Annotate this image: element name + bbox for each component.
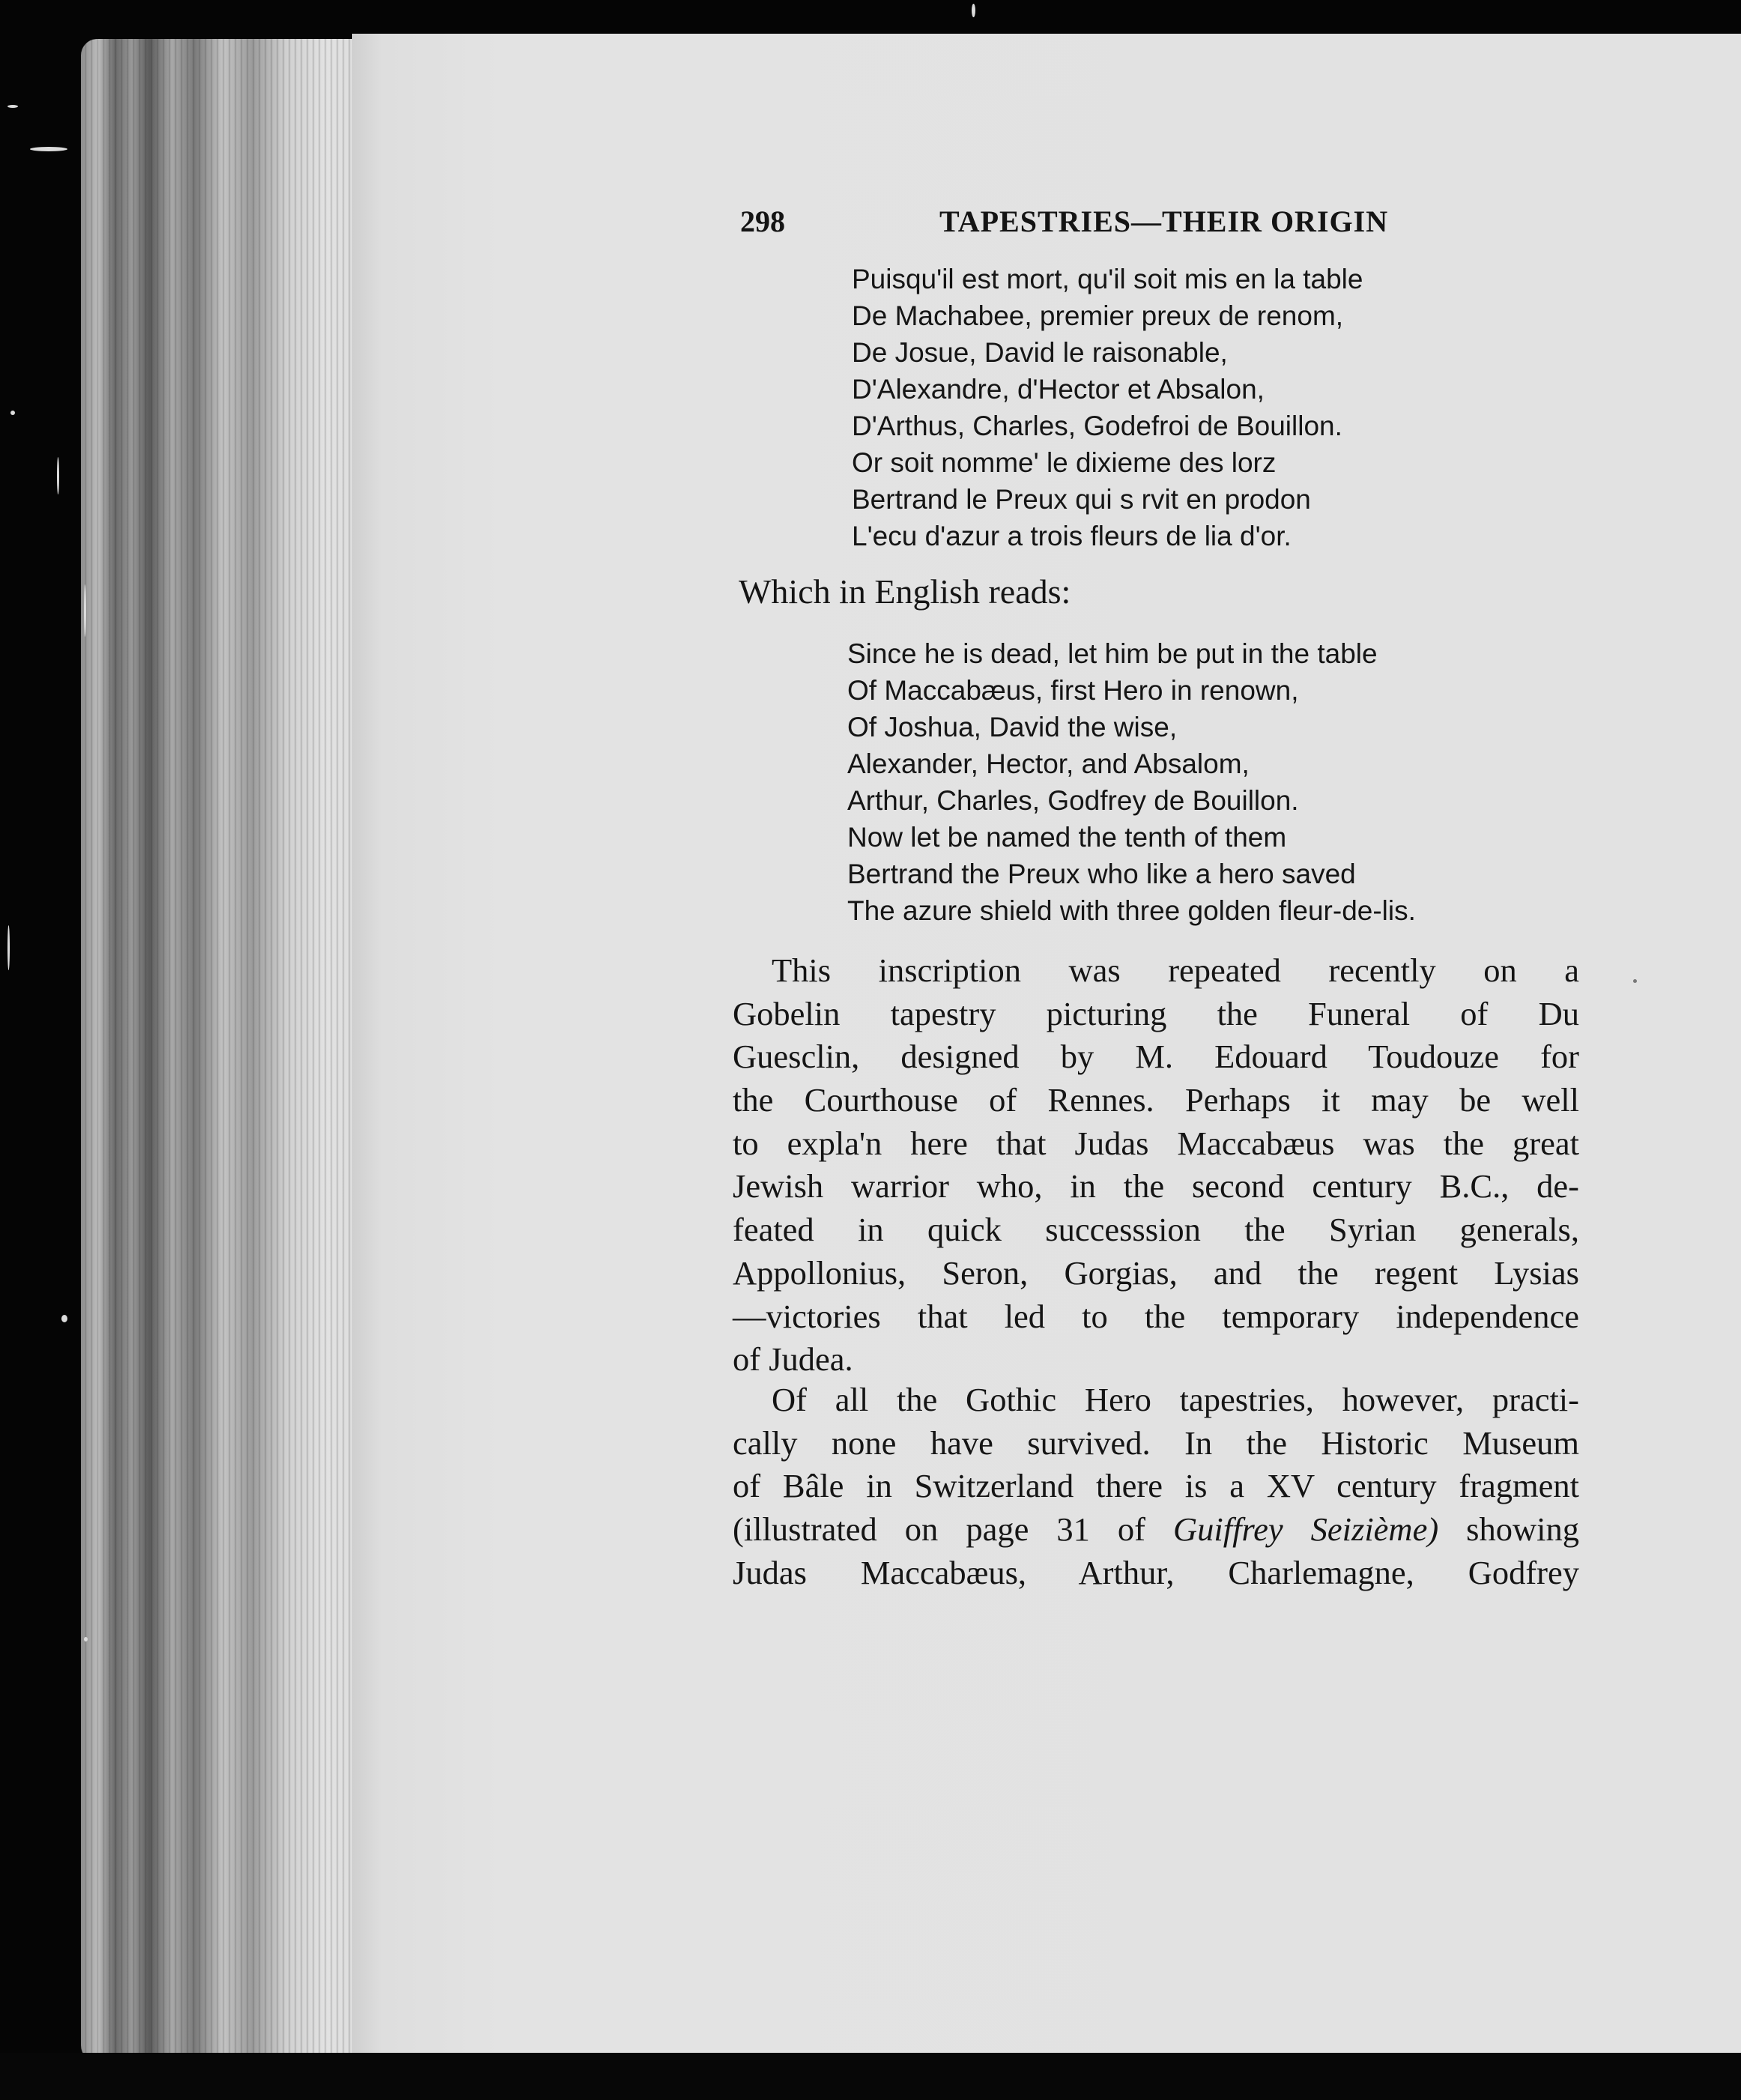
scan-speck (84, 1637, 88, 1641)
verse-line: Bertrand the Preux who like a hero saved (847, 859, 1356, 889)
verse-line: D'Arthus, Charles, Godefroi de Bouillon. (852, 411, 1342, 441)
paragraph-line (733, 1508, 1579, 1552)
scan-speck (84, 584, 86, 637)
line-tail: , de- (1501, 1167, 1580, 1205)
running-head (740, 204, 1399, 249)
scan-speck (972, 4, 975, 17)
scan-speck (7, 105, 18, 108)
line-tail: showing (1438, 1510, 1579, 1549)
line-text: (illustrated on page 31 of (733, 1510, 1173, 1549)
verse-line: Arthur, Charles, Godfrey de Bouillon. (847, 785, 1299, 816)
verse-line: Since he is dead, let him be put in the table (847, 638, 1378, 669)
verse-line: Or soit nomme' le dixieme des lorz (852, 447, 1277, 478)
page-number: 298 (740, 205, 785, 238)
scan-speck (10, 411, 15, 415)
scan-speck (30, 147, 67, 151)
paragraph-line: Of all the Gothic Hero tapestries, however, practi- (772, 1381, 1579, 1418)
verse-line: De Machabee, premier preux de renom, (852, 300, 1344, 331)
scan-speck (7, 925, 10, 970)
verse-line: Alexander, Hector, and Absalom, (847, 748, 1250, 779)
paragraph-line: Appollonius, Seron, Gorgias, and the regent Lysias (733, 1253, 1579, 1292)
verse-line: Bertrand le Preux qui s rvit en prodon (852, 484, 1311, 515)
verse-line: The azure shield with three golden fleur-de-lis. (847, 895, 1416, 926)
page-title: TAPESTRIES—THEIR ORIGIN (939, 205, 1389, 238)
paragraph-line: cally none have survived. In the Historic Museum (733, 1423, 1579, 1462)
paragraph-line: —victories that led to the temporary independence (733, 1297, 1579, 1335)
verse-line: Of Maccabæus, first Hero in renown, (847, 675, 1299, 706)
english-intro: Which in English reads: (739, 572, 1071, 611)
paragraph-line: Guesclin, designed by M. Edouard Toudouze for (733, 1038, 1579, 1076)
paragraph-line: of Judea. (733, 1340, 853, 1379)
body-paragraph (733, 949, 1579, 1382)
bottom-shadow (0, 2053, 1741, 2100)
verse-line: L'ecu d'azur a trois fleurs de lia d'or. (852, 521, 1292, 551)
verse-line: Of Joshua, David the wise, (847, 712, 1178, 742)
verse-line: De Josue, David le raisonable, (852, 337, 1228, 368)
paragraph-line: to expla'n here that Judas Maccabæus was the great (733, 1124, 1579, 1162)
book-page-edges (81, 39, 366, 2062)
paragraph-line: This inscription was repeated recently on a (772, 951, 1579, 989)
french-verse (852, 261, 1363, 554)
paragraph-line: the Courthouse of Rennes. Perhaps it may be well (733, 1081, 1579, 1119)
verse-line: Puisqu'il est mort, qu'il soit mis en la table (852, 264, 1363, 294)
scan-speck (57, 457, 59, 494)
era-abbreviation: B.C. (1439, 1167, 1501, 1205)
paragraph-line: Gobelin tapestry picturing the Funeral of Du (733, 994, 1579, 1032)
cited-work-title: Guiffrey Seizième) (1172, 1510, 1439, 1549)
paragraph-line: Judas Maccabæus, Arthur, Charlemagne, Godfrey (733, 1553, 1579, 1591)
english-verse (847, 635, 1416, 929)
paragraph-line: feated in quick successsion the Syrian generals, (733, 1211, 1579, 1249)
scan-speck (1633, 979, 1637, 983)
verse-line: Now let be named the tenth of them (847, 822, 1287, 853)
verse-line: D'Alexandre, d'Hector et Absalon, (852, 374, 1265, 405)
paragraph-line: of Bâle in Switzerland there is a XV century fragment (733, 1467, 1579, 1505)
line-text: Jewish warrior who, in the second century (733, 1167, 1412, 1205)
paragraph-line (733, 1165, 1579, 1208)
body-paragraph (733, 1379, 1579, 1594)
scan-speck (61, 1315, 67, 1322)
